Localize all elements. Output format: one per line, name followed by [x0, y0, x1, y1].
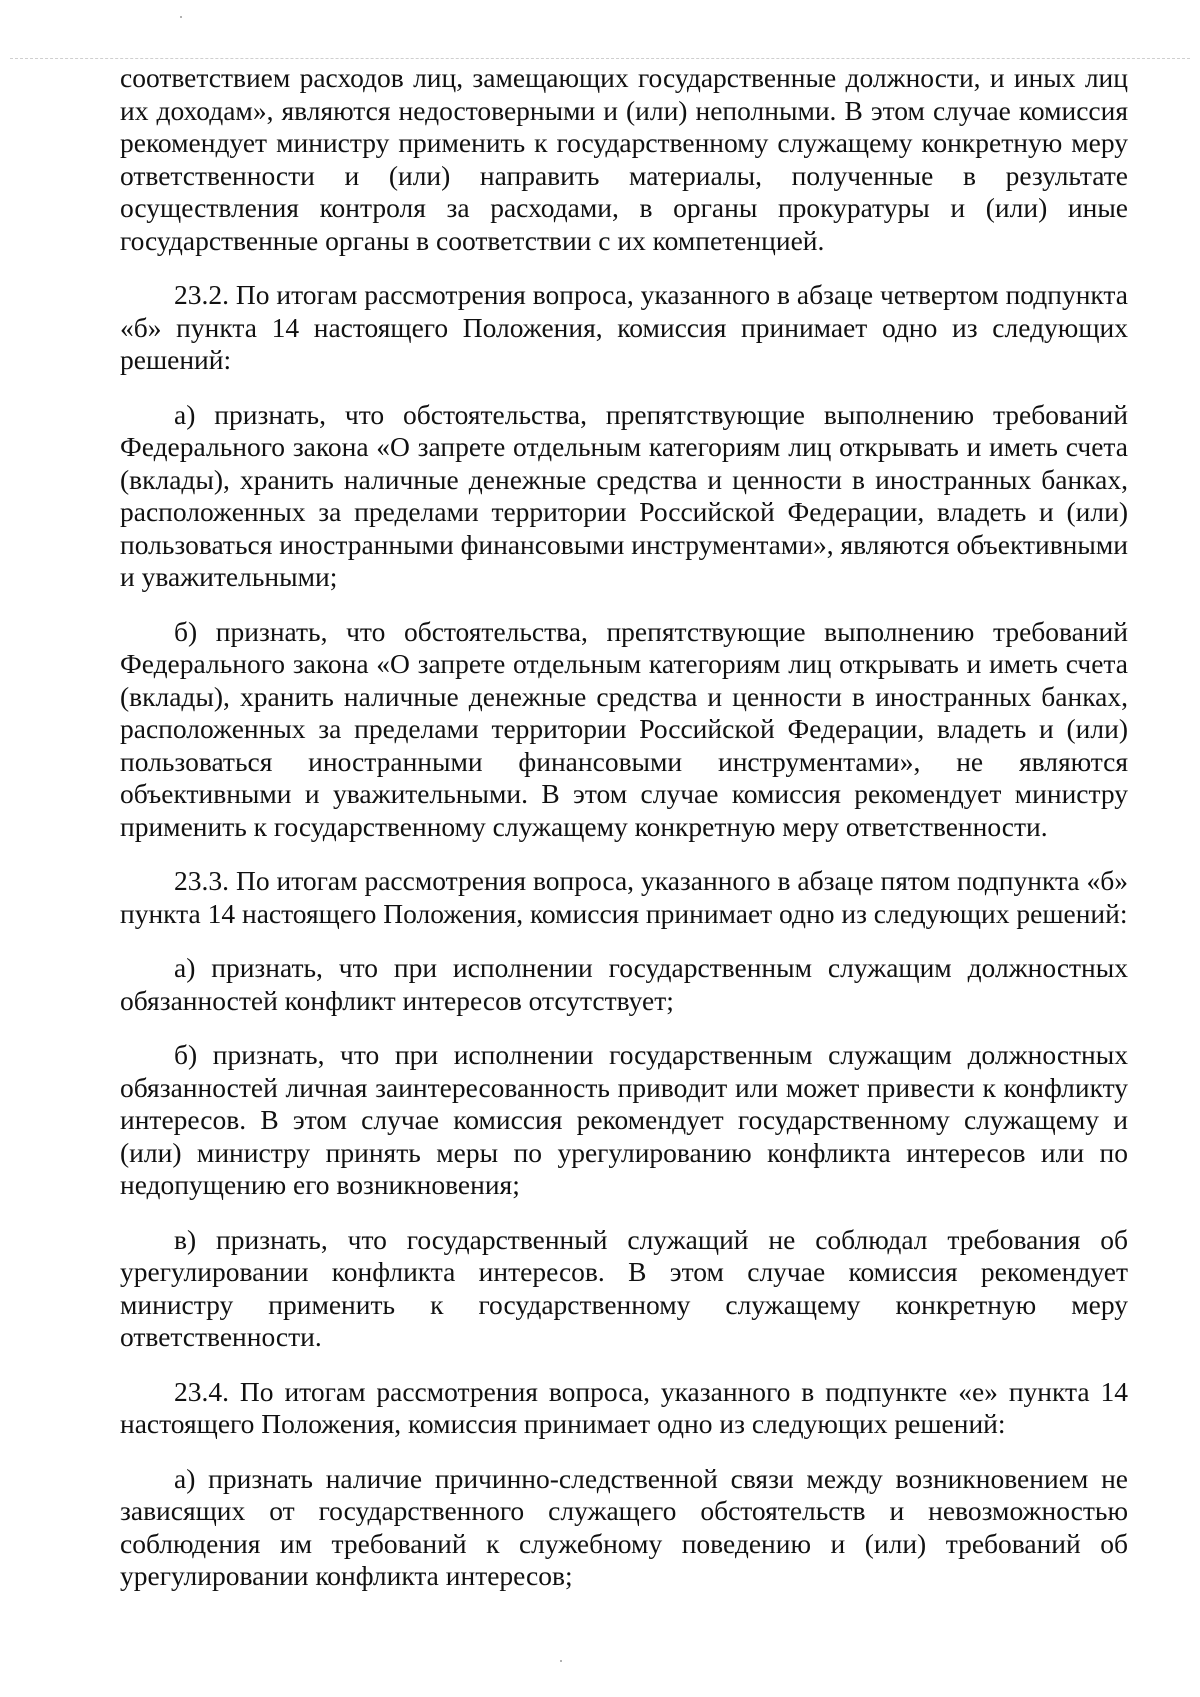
scan-speck	[560, 1660, 562, 1662]
paragraph-23-3-a: а) признать, что при исполнении государственным служащим должностных обязанностей конфликт интересов отсутствует;	[120, 952, 1128, 1016]
paragraph-continuation: соответствием расходов лиц, замещающих государственные должности, и иных лиц их доходам», являются недостоверными и (или) неполными. В этом случае комиссия рекомендует министру применить к государственному служащему конкретную меру ответственности и (или) направить материалы, полученные в результате осуществления контроля за расходами, в органы прокуратуры и (или) иные государственные органы в соответствии с их компетенцией.	[120, 62, 1128, 256]
paragraph-23-2-b: б) признать, что обстоятельства, препятствующие выполнению требований Федерального закона «О запрете отдельным категориям лиц открывать и иметь счета (вклады), хранить наличные денежные средства и ценности в иностранных банках, расположенных за пределами территории Российской Федерации, владеть и (или) пользоваться иностранными финансовыми инструментами», не являются объективными и уважительными. В этом случае комиссия рекомендует министру применить к государственному служащему конкретную меру ответственности.	[120, 615, 1128, 842]
paragraph-23-3: 23.3. По итогам рассмотрения вопроса, указанного в абзаце пятом подпункта «б» пункта 14 настоящего Положения, комиссия принимает одно из следующих решений:	[120, 865, 1128, 929]
paragraph-23-3-b: б) признать, что при исполнении государственным служащим должностных обязанностей личная заинтересованность приводит или может привести к конфликту интересов. В этом случае комиссия рекомендует государственному служащему и (или) министру принять меры по урегулированию конфликта интересов или по недопущению его возникновения;	[120, 1039, 1128, 1200]
paragraph-23-2-a: а) признать, что обстоятельства, препятствующие выполнению требований Федерального закона «О запрете отдельным категориям лиц открывать и иметь счета (вклады), хранить наличные денежные средства и ценности в иностранных банках, расположенных за пределами территории Российской Федерации, владеть и (или) пользоваться иностранными финансовыми инструментами», являются объективными и уважительными;	[120, 398, 1128, 592]
paragraph-23-4-a: а) признать наличие причинно-следственной связи между возникновением не зависящих от государственного служащего обстоятельств и невозможностью соблюдения им требований к служебному поведению и (или) требований об урегулировании конфликта интересов;	[120, 1462, 1128, 1591]
paragraph-23-2: 23.2. По итогам рассмотрения вопроса, указанного в абзаце четвертом подпункта «б» пункта 14 настоящего Положения, комиссия принимает одно из следующих решений:	[120, 279, 1128, 375]
document-page	[120, 62, 1128, 1615]
paragraph-23-3-v: в) признать, что государственный служащий не соблюдал требования об урегулировании конфликта интересов. В этом случае комиссия рекомендует министру применить к государственному служащему конкретную меру ответственности.	[120, 1223, 1128, 1352]
scan-fold-line	[10, 58, 1190, 59]
scan-speck	[180, 16, 182, 18]
paragraph-23-4: 23.4. По итогам рассмотрения вопроса, указанного в подпункте «е» пункта 14 настоящего Положения, комиссия принимает одно из следующих решений:	[120, 1375, 1128, 1439]
